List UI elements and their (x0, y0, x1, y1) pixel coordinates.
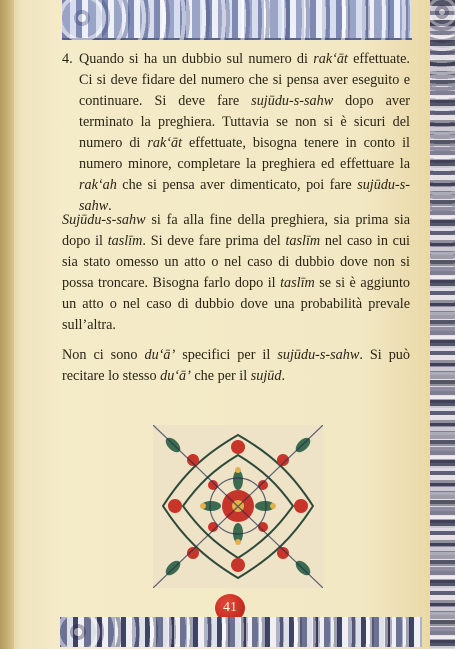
page-number-badge: 41 (215, 594, 245, 622)
term-sujudu-s-sahw: sujūdu-s-sahw (251, 93, 334, 109)
paragraph-point-4 (62, 49, 410, 217)
paragraph-sujudu-timing (62, 210, 410, 336)
text-run: dopo aver terminato la preghiera. Tuttavia se non si è sicuri del numero di (79, 93, 410, 151)
paragraph-body (79, 49, 410, 217)
text-run: . Si può recitare lo stesso (62, 347, 410, 384)
text-run: . Si deve fare prima del (142, 233, 286, 249)
list-number: 4. (62, 51, 73, 67)
decorative-top-band (62, 0, 412, 40)
text-run: che si pensa aver dimenticato, poi fare (116, 177, 358, 193)
text-run: se si è aggiunto un atto o nel caso di dubbio dove una probabilità prevale sull’altra. (62, 275, 411, 333)
text-run: si fa alla fine della preghiera, sia prima sia dopo il (62, 212, 410, 249)
ornamental-tile-image (153, 425, 323, 588)
paragraph-dua (62, 345, 410, 387)
term-dua: du‘ā’ (144, 347, 176, 363)
term-sujudu-s-sahw: sujūdu-s-sahw (277, 347, 360, 363)
text-run: effettuate. Ci si deve fidare del numero che si pensa aver eseguito e continuare. Si deve fare (79, 51, 410, 109)
term-sujudu-s-sahw: Sujūdu-s-sahw (62, 212, 146, 228)
ornamental-tile-svg (153, 425, 323, 588)
text-run: . (281, 368, 285, 384)
term-taslim: taslīm (280, 275, 315, 291)
term-rakat: rak‘āt (313, 51, 348, 67)
decorative-bottom-band (60, 617, 422, 647)
text-run: Non ci sono (62, 347, 145, 363)
term-dua: du‘ā’ (160, 368, 191, 384)
term-rakah: rak‘ah (79, 177, 117, 193)
text-run: nel caso in cui sia stato omesso un atto o nel caso di dubbio dove non si possa troncare. Bisogna farlo dopo il (62, 233, 410, 291)
text-run: specifici per il (175, 347, 278, 363)
text-run: effettuate, bisogna tenere in conto il numero minore, completare la preghiera ed effettuare la (79, 135, 410, 172)
text-run: che per il (190, 368, 251, 384)
term-sujud: sujūd (250, 368, 282, 384)
page-spine-shadow (0, 0, 14, 649)
text-run: . (108, 198, 112, 214)
term-sujudu-s-sahw: sujūdu-s-sahw (79, 177, 410, 214)
term-rakat: rak‘āt (147, 135, 183, 151)
term-taslim: taslīm (285, 233, 321, 249)
text-run: Quando si ha un dubbio sul numero di (79, 51, 314, 67)
decorative-side-border-pattern (430, 0, 455, 649)
term-taslim: taslīm (107, 233, 143, 249)
